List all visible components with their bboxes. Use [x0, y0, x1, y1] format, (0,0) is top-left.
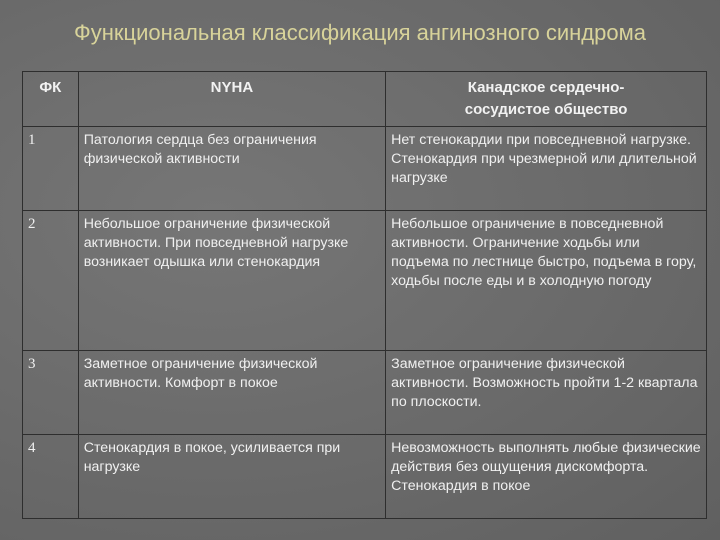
row-fk: 4 [23, 435, 79, 519]
table-row [23, 127, 707, 211]
row-fk: 3 [23, 351, 79, 435]
table-row [23, 211, 707, 351]
row-nyha: Заметное ограничение физической активности. Комфорт в покое [78, 351, 385, 435]
slide-title: Функциональная классификация ангинозного синдрома [74, 20, 646, 45]
table-row [23, 435, 707, 519]
row-canadian: Заметное ограничение физической активности. Возможность пройти 1-2 квартала по плоскости. [386, 351, 707, 435]
row-nyha: Стенокардия в покое, усиливается при нагрузке [78, 435, 385, 519]
header-fk: ФК [23, 72, 79, 127]
row-nyha: Небольшое ограничение физической активности. При повседневной нагрузке возникает одышка или стенокардия [78, 211, 385, 351]
row-fk: 2 [23, 211, 79, 351]
row-nyha: Патология сердца без ограничения физической активности [78, 127, 385, 211]
row-fk: 1 [23, 127, 79, 211]
classification-table [22, 71, 707, 519]
header-nyha: NYHA [78, 72, 385, 127]
row-canadian: Нет стенокардии при повседневной нагрузке. Стенокардия при чрезмерной или длительной нагрузке [386, 127, 707, 211]
row-canadian: Небольшое ограничение в повседневной активности. Ограничение ходьбы или подъема по лестнице быстро, подъема в гору, ходьбы после еды и в холодную погоду [386, 211, 707, 351]
header-canadian: Канадское сердечно-сосудистое общество [386, 72, 707, 127]
table-row [23, 351, 707, 435]
row-canadian: Невозможность выполнять любые физические действия без ощущения дискомфорта. Стенокардия в покое [386, 435, 707, 519]
header-row [23, 72, 707, 127]
